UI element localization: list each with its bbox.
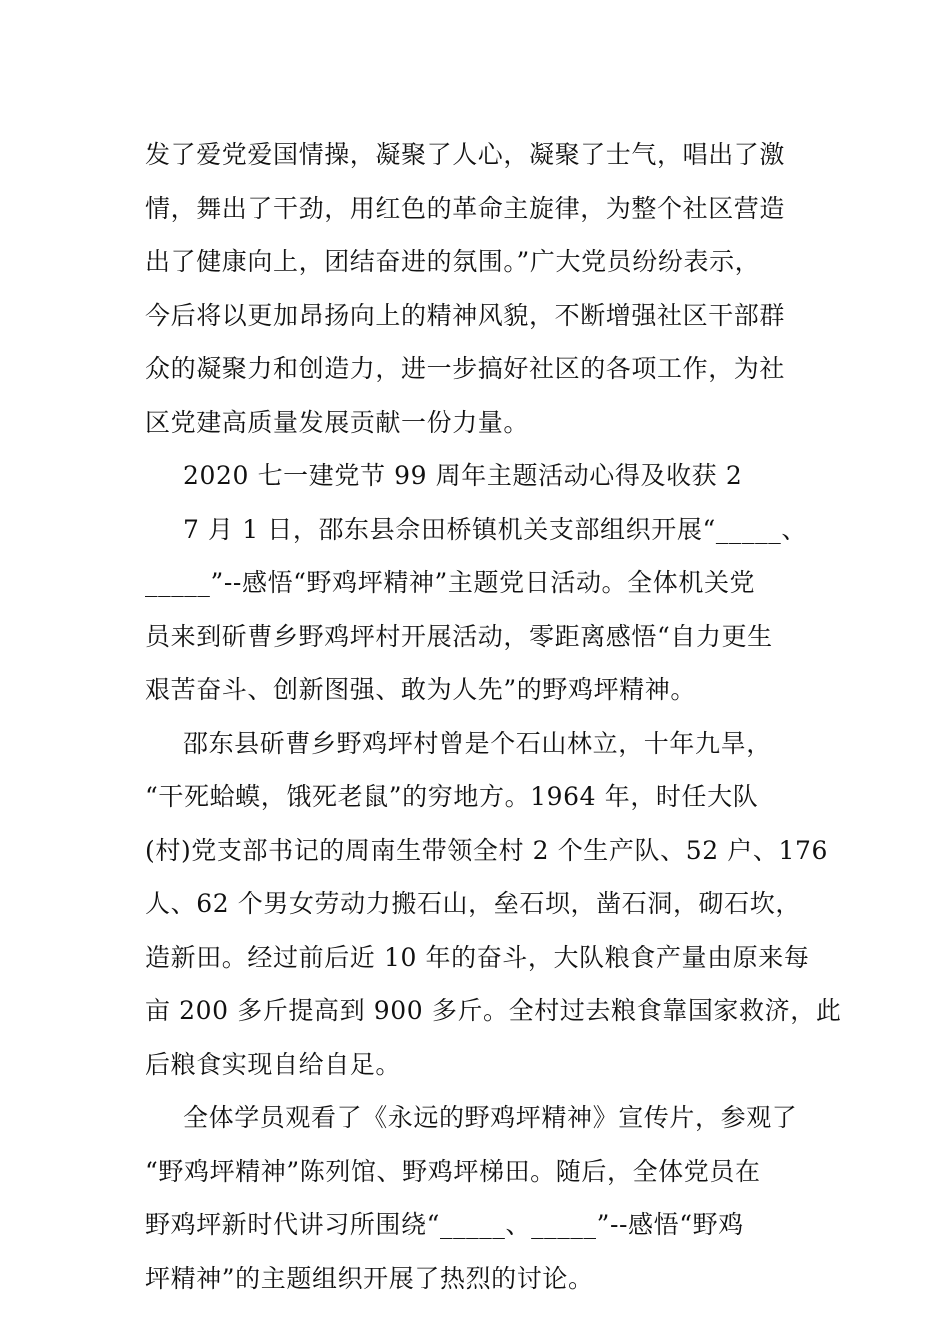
text-line: 区党建高质量发展贡献一份力量。 [145, 407, 530, 437]
text-line: _____”--感悟“野鸡坪精神”主题党日活动。全体机关党 [145, 568, 756, 597]
text-line: 后粮食实现自给自足。 [145, 1049, 402, 1079]
text-line: “干死蛤蟆，饿死老鼠”的穷地方。1964 年，时任大队 [145, 782, 759, 811]
text-line: 坪精神”的主题组织开展了热烈的讨论。 [145, 1263, 594, 1293]
text-line: 7 月 1 日，邵东县佘田桥镇机关支部组织开展“_____、 [183, 514, 807, 544]
text-line: 艰苦奋斗、创新图强、敢为人先”的野鸡坪精神。 [145, 675, 696, 704]
text-line: 情，舞出了干劲，用红色的革命主旋律，为整个社区营造 [145, 193, 786, 223]
text-line: 人、62 个男女劳动力搬石山，垒石坝，凿石洞，砌石坎， [145, 889, 801, 918]
text-line: 2020 七一建党节 99 周年主题活动心得及收获 2 [183, 461, 743, 490]
text-line: 全体学员观看了《永远的野鸡坪精神》宣传片，参观了 [183, 1103, 798, 1132]
text-line: 发了爱党爱国情操，凝聚了人心，凝聚了士气，唱出了激 [145, 140, 786, 169]
text-line: 员来到斫曹乡野鸡坪村开展活动，零距离感悟“自力更生 [145, 621, 773, 651]
paragraph [145, 449, 810, 503]
text-line: “野鸡坪精神”陈列馆、野鸡坪梯田。随后，全体党员在 [145, 1156, 761, 1186]
text-line: (村)党支部书记的周南生带领全村 2 个生产队、52 户、176 [145, 835, 828, 865]
text-line: 亩 200 多斤提高到 900 多斤。全村过去粮食靠国家救济，此 [145, 996, 842, 1025]
text-line: 众的凝聚力和创造力，进一步搞好社区的各项工作，为社 [145, 354, 786, 383]
paragraph [145, 503, 810, 717]
paragraph [145, 717, 842, 1092]
text-line: 野鸡坪新时代讲习所围绕“_____、_____”--感悟“野鸡 [145, 1210, 744, 1239]
paragraph [145, 128, 810, 449]
text-line: 造新田。经过前后近 10 年的奋斗，大队粮食产量由原来每 [145, 942, 810, 972]
paragraph [145, 1091, 810, 1305]
text-line: 出了健康向上，团结奋进的氛围。”广大党员纷纷表示， [145, 247, 761, 276]
text-line: 邵东县斫曹乡野鸡坪村曾是个石山林立，十年九旱， [183, 728, 772, 758]
document-body [145, 128, 842, 1305]
text-line: 今后将以更加昂扬向上的精神风貌，不断增强社区干部群 [145, 300, 786, 330]
